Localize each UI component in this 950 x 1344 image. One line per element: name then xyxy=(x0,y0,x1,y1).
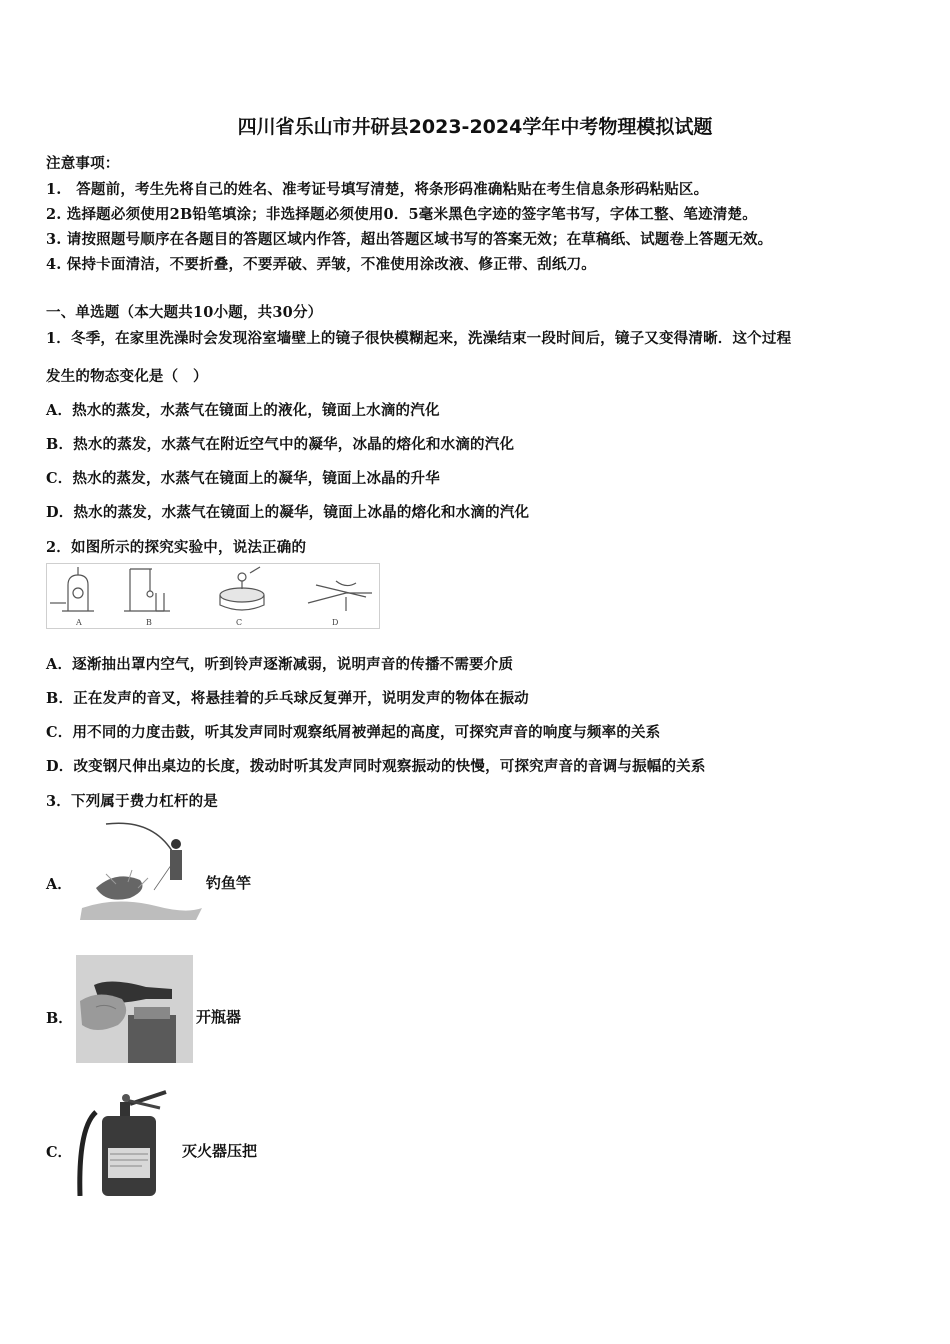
notice-item-2: 2. 选择题必须使用2B铅笔填涂；非选择题必须使用0．5毫米黑色字迹的签字笔书写，字体工整、笔迹清楚。 xyxy=(46,206,757,223)
q2-option-b: B．正在发声的音叉，将悬挂着的乒乓球反复弹开，说明发声的物体在振动 xyxy=(46,690,529,707)
q1-option-c: C．热水的蒸发，水蒸气在镜面上的凝华，镜面上冰晶的升华 xyxy=(46,470,440,487)
q1-stem-line1: 1．冬季，在家里洗澡时会发现浴室墙壁上的镜子很快模糊起来，洗澡结束一段时间后，镜子又变得清晰．这个过程 xyxy=(46,330,792,347)
figure-label-a: A xyxy=(76,618,82,627)
q3-option-a-label: A． xyxy=(46,876,72,893)
fishing-rod-image xyxy=(76,818,206,922)
bottle-opener-image xyxy=(76,955,193,1063)
q2-option-c: C．用不同的力度击鼓，听其发声同时观察纸屑被弹起的高度，可探究声音的响度与频率的关系 xyxy=(46,724,661,741)
bottle-opener-icon xyxy=(76,955,193,1063)
q1-option-d: D．热水的蒸发，水蒸气在镜面上的凝华，镜面上冰晶的熔化和水滴的汽化 xyxy=(46,504,530,521)
q3-option-c-text: 灭火器压把 xyxy=(182,1142,258,1160)
q1-option-b: B．热水的蒸发，水蒸气在附近空气中的凝华，冰晶的熔化和水滴的汽化 xyxy=(46,436,515,453)
q3-stem: 3．下列属于费力杠杆的是 xyxy=(46,793,218,810)
figure-label-c: C xyxy=(236,618,243,627)
q3-option-b-text: 开瓶器 xyxy=(196,1008,242,1026)
figure-label-b: B xyxy=(146,618,152,627)
notice-item-1: 1. 答题前，考生先将自己的姓名、准考证号填写清楚，将条形码准确粘贴在考生信息条形码粘贴区。 xyxy=(46,181,709,198)
q3-option-c-label: C． xyxy=(46,1144,73,1161)
notice-item-4: 4. 保持卡面清洁，不要折叠，不要弄破、弄皱，不准使用涂改液、修正带、刮纸刀。 xyxy=(46,256,596,273)
page-title: 四川省乐山市井研县2023-2024学年中考物理模拟试题 xyxy=(237,116,713,138)
fire-extinguisher-image xyxy=(76,1088,172,1196)
q3-option-a-text: 钓鱼竿 xyxy=(206,874,252,892)
fire-extinguisher-icon xyxy=(76,1088,172,1196)
q2-stem: 2．如图所示的探究实验中，说法正确的 xyxy=(46,539,307,556)
fishing-rod-icon xyxy=(76,818,206,922)
q1-stem-line2: 发生的物态变化是（ ） xyxy=(46,368,208,385)
section-heading: 一、单选题（本大题共10小题，共30分） xyxy=(46,304,323,321)
q2-option-a: A．逐渐抽出罩内空气，听到铃声逐渐减弱，说明声音的传播不需要介质 xyxy=(46,656,514,673)
q2-option-d: D．改变钢尺伸出桌边的长度，拨动时听其发声同时观察振动的快慢，可探究声音的音调与振幅的关系 xyxy=(46,758,706,775)
q2-figure-drawing xyxy=(46,563,380,629)
notice-item-3: 3. 请按照题号顺序在各题目的答题区域内作答，超出答题区域书写的答案无效；在草稿纸、试题卷上答题无效。 xyxy=(46,231,773,248)
q2-figure xyxy=(46,563,380,629)
notice-heading: 注意事项： xyxy=(46,155,120,172)
q1-option-a: A．热水的蒸发，水蒸气在镜面上的液化，镜面上水滴的汽化 xyxy=(46,402,440,419)
figure-label-d: D xyxy=(332,618,339,627)
q3-option-b-label: B． xyxy=(46,1010,73,1027)
q2-figure-border xyxy=(47,564,380,629)
